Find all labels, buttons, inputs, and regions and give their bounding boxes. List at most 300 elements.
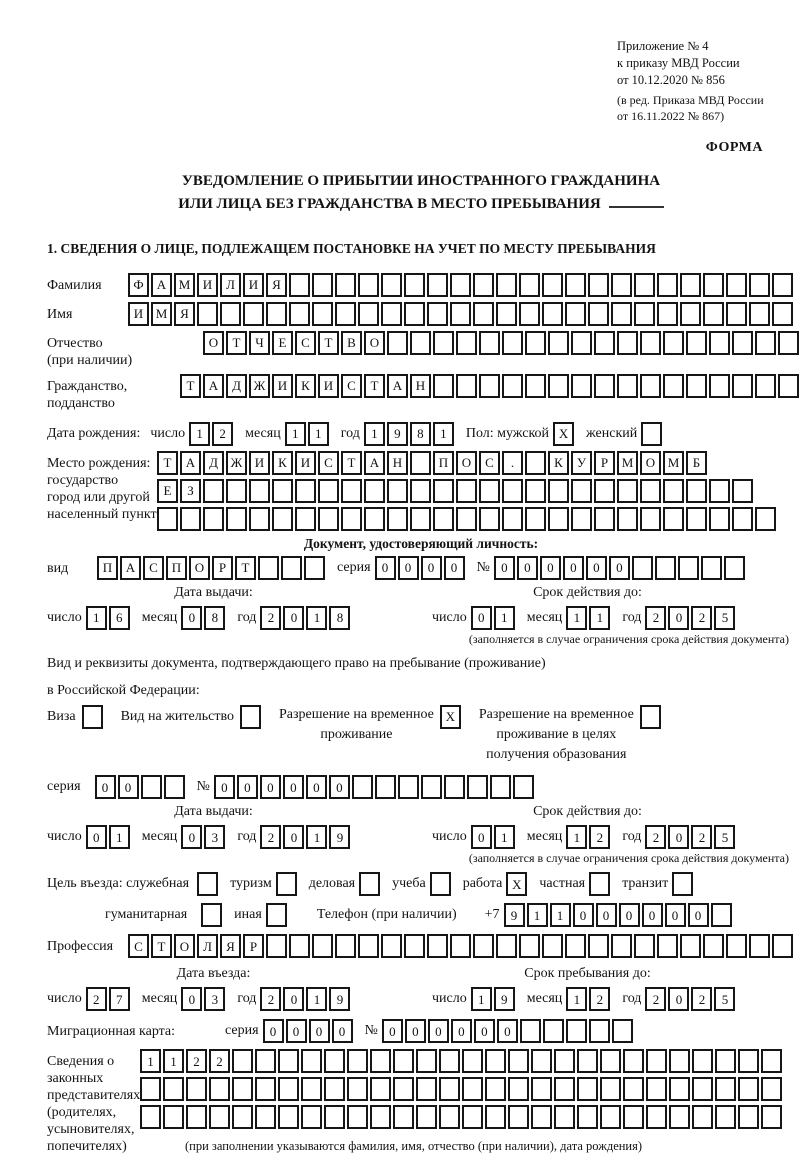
char-cell[interactable]	[370, 1049, 391, 1073]
char-cell[interactable]: 0	[494, 556, 515, 580]
char-cell[interactable]	[278, 1105, 299, 1129]
char-cell[interactable]: 0	[517, 556, 538, 580]
char-cell[interactable]	[278, 1077, 299, 1101]
char-cell[interactable]: 1	[189, 422, 210, 446]
char-cell[interactable]	[266, 302, 287, 326]
char-cell[interactable]: 0	[596, 903, 617, 927]
char-cell[interactable]	[571, 507, 592, 531]
char-cell[interactable]: К	[548, 451, 569, 475]
char-cell[interactable]: 1	[566, 825, 587, 849]
char-cell[interactable]: 0	[329, 775, 350, 799]
char-cell[interactable]: М	[617, 451, 638, 475]
char-cell[interactable]: О	[203, 331, 224, 355]
char-cell[interactable]: 1	[589, 606, 610, 630]
char-cell[interactable]: 0	[642, 903, 663, 927]
char-cell[interactable]	[571, 374, 592, 398]
char-cell[interactable]: О	[640, 451, 661, 475]
char-cell[interactable]: 0	[573, 903, 594, 927]
char-cell[interactable]	[726, 302, 747, 326]
char-cell[interactable]: М	[151, 302, 172, 326]
char-cell[interactable]: 0	[283, 987, 304, 1011]
char-cell[interactable]	[686, 479, 707, 503]
char-cell[interactable]: 0	[563, 556, 584, 580]
char-cell[interactable]	[433, 374, 454, 398]
checkbox-humanitarian[interactable]	[201, 903, 222, 927]
char-cell[interactable]	[755, 331, 776, 355]
char-cell[interactable]: Я	[266, 273, 287, 297]
char-cell[interactable]	[611, 273, 632, 297]
char-cell[interactable]	[312, 302, 333, 326]
char-cell[interactable]	[715, 1105, 736, 1129]
char-cell[interactable]	[180, 507, 201, 531]
char-cell[interactable]	[341, 507, 362, 531]
char-cell[interactable]: 1	[471, 987, 492, 1011]
char-cell[interactable]	[387, 507, 408, 531]
char-cell[interactable]	[640, 331, 661, 355]
char-cell[interactable]: 0	[382, 1019, 403, 1043]
char-cell[interactable]	[444, 775, 465, 799]
char-cell[interactable]	[433, 479, 454, 503]
char-cell[interactable]	[738, 1049, 759, 1073]
char-cell[interactable]: 2	[691, 825, 712, 849]
char-cell[interactable]	[467, 775, 488, 799]
char-cell[interactable]	[525, 451, 546, 475]
char-cell[interactable]: 2	[589, 987, 610, 1011]
char-cell[interactable]	[479, 507, 500, 531]
char-cell[interactable]	[427, 273, 448, 297]
char-cell[interactable]	[347, 1077, 368, 1101]
char-cell[interactable]	[548, 331, 569, 355]
char-cell[interactable]	[301, 1077, 322, 1101]
checkbox-temp-residence-education[interactable]	[640, 705, 661, 729]
char-cell[interactable]	[732, 374, 753, 398]
char-cell[interactable]	[462, 1077, 483, 1101]
char-cell[interactable]	[304, 556, 325, 580]
char-cell[interactable]	[589, 1019, 610, 1043]
char-cell[interactable]	[473, 934, 494, 958]
char-cell[interactable]	[203, 479, 224, 503]
char-cell[interactable]: П	[97, 556, 118, 580]
char-cell[interactable]: 9	[494, 987, 515, 1011]
checkbox-official[interactable]	[197, 872, 218, 896]
char-cell[interactable]: М	[663, 451, 684, 475]
char-cell[interactable]: 1	[285, 422, 306, 446]
char-cell[interactable]: Ф	[128, 273, 149, 297]
char-cell[interactable]	[640, 479, 661, 503]
char-cell[interactable]	[600, 1077, 621, 1101]
char-cell[interactable]: Ж	[226, 451, 247, 475]
char-cell[interactable]	[692, 1105, 713, 1129]
checkbox-business[interactable]	[359, 872, 380, 896]
char-cell[interactable]: Е	[157, 479, 178, 503]
char-cell[interactable]	[778, 374, 799, 398]
char-cell[interactable]: 8	[410, 422, 431, 446]
char-cell[interactable]: 2	[86, 987, 107, 1011]
char-cell[interactable]: 5	[714, 825, 735, 849]
char-cell[interactable]	[548, 507, 569, 531]
char-cell[interactable]	[456, 507, 477, 531]
char-cell[interactable]: О	[456, 451, 477, 475]
char-cell[interactable]: А	[364, 451, 385, 475]
char-cell[interactable]: И	[295, 451, 316, 475]
char-cell[interactable]	[755, 374, 776, 398]
char-cell[interactable]: 2	[260, 987, 281, 1011]
char-cell[interactable]: 1	[140, 1049, 161, 1073]
char-cell[interactable]	[157, 507, 178, 531]
char-cell[interactable]	[335, 273, 356, 297]
char-cell[interactable]	[724, 556, 745, 580]
char-cell[interactable]: 9	[329, 987, 350, 1011]
checkbox-private[interactable]	[589, 872, 610, 896]
char-cell[interactable]	[427, 302, 448, 326]
char-cell[interactable]	[623, 1105, 644, 1129]
char-cell[interactable]	[289, 273, 310, 297]
char-cell[interactable]	[663, 374, 684, 398]
char-cell[interactable]	[324, 1105, 345, 1129]
char-cell[interactable]: 0	[451, 1019, 472, 1043]
char-cell[interactable]	[554, 1077, 575, 1101]
char-cell[interactable]	[163, 1077, 184, 1101]
char-cell[interactable]	[255, 1077, 276, 1101]
char-cell[interactable]	[686, 507, 707, 531]
char-cell[interactable]	[617, 507, 638, 531]
char-cell[interactable]	[525, 479, 546, 503]
char-cell[interactable]: И	[128, 302, 149, 326]
char-cell[interactable]: 0	[688, 903, 709, 927]
char-cell[interactable]: 3	[204, 825, 225, 849]
char-cell[interactable]	[617, 479, 638, 503]
char-cell[interactable]: 0	[332, 1019, 353, 1043]
char-cell[interactable]: Т	[226, 331, 247, 355]
char-cell[interactable]: 1	[494, 606, 515, 630]
char-cell[interactable]	[520, 1019, 541, 1043]
char-cell[interactable]	[295, 479, 316, 503]
char-cell[interactable]	[761, 1049, 782, 1073]
char-cell[interactable]: 7	[109, 987, 130, 1011]
char-cell[interactable]	[393, 1105, 414, 1129]
char-cell[interactable]	[692, 1049, 713, 1073]
char-cell[interactable]	[479, 331, 500, 355]
char-cell[interactable]: Т	[180, 374, 201, 398]
char-cell[interactable]	[301, 1049, 322, 1073]
char-cell[interactable]	[358, 934, 379, 958]
char-cell[interactable]	[364, 479, 385, 503]
char-cell[interactable]: П	[433, 451, 454, 475]
char-cell[interactable]	[726, 934, 747, 958]
char-cell[interactable]	[588, 302, 609, 326]
char-cell[interactable]: 0	[668, 987, 689, 1011]
char-cell[interactable]	[663, 331, 684, 355]
char-cell[interactable]	[496, 273, 517, 297]
char-cell[interactable]	[519, 273, 540, 297]
char-cell[interactable]	[220, 302, 241, 326]
char-cell[interactable]: А	[203, 374, 224, 398]
char-cell[interactable]	[226, 479, 247, 503]
char-cell[interactable]	[456, 331, 477, 355]
char-cell[interactable]	[186, 1105, 207, 1129]
char-cell[interactable]	[680, 273, 701, 297]
char-cell[interactable]	[640, 374, 661, 398]
char-cell[interactable]	[571, 331, 592, 355]
char-cell[interactable]: 2	[691, 606, 712, 630]
char-cell[interactable]: А	[180, 451, 201, 475]
char-cell[interactable]: У	[571, 451, 592, 475]
char-cell[interactable]	[577, 1105, 598, 1129]
char-cell[interactable]: 2	[260, 825, 281, 849]
char-cell[interactable]: 1	[308, 422, 329, 446]
char-cell[interactable]	[243, 302, 264, 326]
char-cell[interactable]	[686, 331, 707, 355]
char-cell[interactable]: Т	[364, 374, 385, 398]
char-cell[interactable]	[531, 1077, 552, 1101]
char-cell[interactable]	[502, 374, 523, 398]
char-cell[interactable]: О	[364, 331, 385, 355]
char-cell[interactable]	[258, 556, 279, 580]
char-cell[interactable]	[485, 1077, 506, 1101]
char-cell[interactable]	[594, 374, 615, 398]
char-cell[interactable]	[646, 1049, 667, 1073]
char-cell[interactable]	[669, 1077, 690, 1101]
char-cell[interactable]	[318, 479, 339, 503]
char-cell[interactable]	[617, 374, 638, 398]
char-cell[interactable]	[508, 1105, 529, 1129]
char-cell[interactable]: 0	[309, 1019, 330, 1043]
char-cell[interactable]: 1	[550, 903, 571, 927]
char-cell[interactable]: И	[318, 374, 339, 398]
char-cell[interactable]: 0	[668, 825, 689, 849]
char-cell[interactable]: Р	[594, 451, 615, 475]
char-cell[interactable]	[761, 1105, 782, 1129]
char-cell[interactable]: 3	[204, 987, 225, 1011]
char-cell[interactable]	[295, 507, 316, 531]
char-cell[interactable]	[324, 1049, 345, 1073]
char-cell[interactable]	[749, 302, 770, 326]
char-cell[interactable]	[347, 1105, 368, 1129]
char-cell[interactable]: С	[295, 331, 316, 355]
char-cell[interactable]: 0	[609, 556, 630, 580]
char-cell[interactable]	[393, 1077, 414, 1101]
char-cell[interactable]	[711, 903, 732, 927]
char-cell[interactable]	[312, 273, 333, 297]
char-cell[interactable]: Р	[243, 934, 264, 958]
char-cell[interactable]	[289, 934, 310, 958]
char-cell[interactable]	[657, 302, 678, 326]
char-cell[interactable]	[525, 507, 546, 531]
checkbox-visa[interactable]	[82, 705, 103, 729]
char-cell[interactable]	[703, 302, 724, 326]
char-cell[interactable]: 0	[474, 1019, 495, 1043]
char-cell[interactable]: 0	[237, 775, 258, 799]
char-cell[interactable]: С	[143, 556, 164, 580]
char-cell[interactable]	[347, 1049, 368, 1073]
char-cell[interactable]	[646, 1077, 667, 1101]
char-cell[interactable]	[623, 1049, 644, 1073]
char-cell[interactable]: 0	[286, 1019, 307, 1043]
char-cell[interactable]	[318, 507, 339, 531]
char-cell[interactable]: Д	[203, 451, 224, 475]
char-cell[interactable]	[542, 273, 563, 297]
char-cell[interactable]: 0	[181, 825, 202, 849]
char-cell[interactable]: Р	[212, 556, 233, 580]
char-cell[interactable]	[634, 273, 655, 297]
char-cell[interactable]	[565, 302, 586, 326]
char-cell[interactable]: 2	[691, 987, 712, 1011]
char-cell[interactable]	[519, 934, 540, 958]
char-cell[interactable]: 0	[497, 1019, 518, 1043]
char-cell[interactable]: Я	[220, 934, 241, 958]
char-cell[interactable]	[450, 934, 471, 958]
char-cell[interactable]: 0	[86, 825, 107, 849]
char-cell[interactable]	[485, 1105, 506, 1129]
char-cell[interactable]	[416, 1105, 437, 1129]
char-cell[interactable]	[709, 331, 730, 355]
char-cell[interactable]	[278, 1049, 299, 1073]
char-cell[interactable]: 0	[471, 825, 492, 849]
char-cell[interactable]	[272, 507, 293, 531]
char-cell[interactable]	[450, 273, 471, 297]
char-cell[interactable]: И	[197, 273, 218, 297]
char-cell[interactable]: 1	[433, 422, 454, 446]
char-cell[interactable]: Е	[272, 331, 293, 355]
char-cell[interactable]	[502, 331, 523, 355]
char-cell[interactable]	[393, 1049, 414, 1073]
char-cell[interactable]: Б	[686, 451, 707, 475]
char-cell[interactable]: 0	[283, 775, 304, 799]
char-cell[interactable]: 0	[421, 556, 442, 580]
char-cell[interactable]	[381, 934, 402, 958]
char-cell[interactable]	[381, 273, 402, 297]
char-cell[interactable]	[686, 374, 707, 398]
char-cell[interactable]: 9	[329, 825, 350, 849]
char-cell[interactable]	[548, 479, 569, 503]
char-cell[interactable]	[255, 1105, 276, 1129]
char-cell[interactable]	[588, 934, 609, 958]
char-cell[interactable]	[502, 507, 523, 531]
char-cell[interactable]	[462, 1049, 483, 1073]
char-cell[interactable]	[450, 302, 471, 326]
char-cell[interactable]: К	[272, 451, 293, 475]
char-cell[interactable]: 0	[428, 1019, 449, 1043]
char-cell[interactable]	[352, 775, 373, 799]
char-cell[interactable]: 9	[504, 903, 525, 927]
char-cell[interactable]: 0	[263, 1019, 284, 1043]
char-cell[interactable]: 5	[714, 987, 735, 1011]
char-cell[interactable]	[749, 273, 770, 297]
char-cell[interactable]	[186, 1077, 207, 1101]
char-cell[interactable]	[140, 1105, 161, 1129]
char-cell[interactable]	[588, 273, 609, 297]
char-cell[interactable]: О	[189, 556, 210, 580]
char-cell[interactable]	[566, 1019, 587, 1043]
char-cell[interactable]: П	[166, 556, 187, 580]
char-cell[interactable]	[513, 775, 534, 799]
char-cell[interactable]	[164, 775, 185, 799]
char-cell[interactable]: 8	[204, 606, 225, 630]
char-cell[interactable]	[416, 1077, 437, 1101]
char-cell[interactable]: В	[341, 331, 362, 355]
char-cell[interactable]	[462, 1105, 483, 1129]
char-cell[interactable]	[226, 507, 247, 531]
char-cell[interactable]: 5	[714, 606, 735, 630]
char-cell[interactable]: 0	[668, 606, 689, 630]
char-cell[interactable]: И	[249, 451, 270, 475]
char-cell[interactable]: 1	[306, 825, 327, 849]
char-cell[interactable]: А	[120, 556, 141, 580]
char-cell[interactable]	[554, 1105, 575, 1129]
char-cell[interactable]	[266, 934, 287, 958]
char-cell[interactable]: Ж	[249, 374, 270, 398]
char-cell[interactable]: 0	[214, 775, 235, 799]
char-cell[interactable]	[531, 1105, 552, 1129]
char-cell[interactable]	[163, 1105, 184, 1129]
char-cell[interactable]	[301, 1105, 322, 1129]
char-cell[interactable]: 0	[444, 556, 465, 580]
char-cell[interactable]	[232, 1077, 253, 1101]
char-cell[interactable]: 0	[471, 606, 492, 630]
char-cell[interactable]	[755, 507, 776, 531]
char-cell[interactable]	[715, 1077, 736, 1101]
char-cell[interactable]: 1	[364, 422, 385, 446]
checkbox-study[interactable]	[430, 872, 451, 896]
char-cell[interactable]: .	[502, 451, 523, 475]
char-cell[interactable]: 0	[405, 1019, 426, 1043]
char-cell[interactable]	[387, 479, 408, 503]
char-cell[interactable]: М	[174, 273, 195, 297]
char-cell[interactable]	[542, 302, 563, 326]
char-cell[interactable]: И	[272, 374, 293, 398]
char-cell[interactable]: 2	[209, 1049, 230, 1073]
char-cell[interactable]: 0	[306, 775, 327, 799]
char-cell[interactable]	[439, 1105, 460, 1129]
char-cell[interactable]: З	[180, 479, 201, 503]
char-cell[interactable]	[324, 1077, 345, 1101]
char-cell[interactable]: 0	[375, 556, 396, 580]
char-cell[interactable]: 0	[586, 556, 607, 580]
char-cell[interactable]: 1	[86, 606, 107, 630]
char-cell[interactable]	[548, 374, 569, 398]
char-cell[interactable]	[358, 273, 379, 297]
char-cell[interactable]	[381, 302, 402, 326]
char-cell[interactable]	[617, 331, 638, 355]
char-cell[interactable]	[249, 507, 270, 531]
char-cell[interactable]	[680, 302, 701, 326]
char-cell[interactable]	[565, 934, 586, 958]
char-cell[interactable]: 0	[283, 825, 304, 849]
char-cell[interactable]: 8	[329, 606, 350, 630]
char-cell[interactable]	[496, 302, 517, 326]
char-cell[interactable]: А	[151, 273, 172, 297]
char-cell[interactable]: 0	[540, 556, 561, 580]
char-cell[interactable]	[433, 331, 454, 355]
char-cell[interactable]: 0	[398, 556, 419, 580]
char-cell[interactable]	[502, 479, 523, 503]
char-cell[interactable]	[640, 507, 661, 531]
char-cell[interactable]: 1	[527, 903, 548, 927]
char-cell[interactable]: Т	[151, 934, 172, 958]
char-cell[interactable]	[473, 273, 494, 297]
char-cell[interactable]	[761, 1077, 782, 1101]
char-cell[interactable]	[439, 1077, 460, 1101]
char-cell[interactable]	[439, 1049, 460, 1073]
char-cell[interactable]: 0	[619, 903, 640, 927]
char-cell[interactable]: 1	[566, 606, 587, 630]
char-cell[interactable]	[594, 479, 615, 503]
char-cell[interactable]: А	[387, 374, 408, 398]
char-cell[interactable]	[473, 302, 494, 326]
char-cell[interactable]	[577, 1077, 598, 1101]
char-cell[interactable]: Т	[157, 451, 178, 475]
checkbox-work[interactable]: X	[506, 872, 527, 896]
